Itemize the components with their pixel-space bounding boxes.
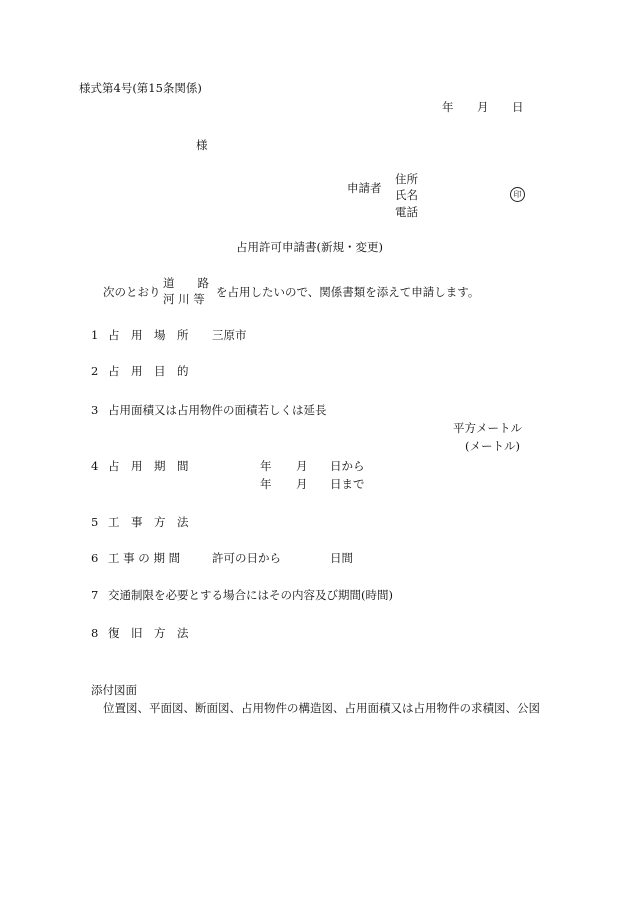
- item-7-label: 交通制限を必要とする場合にはその内容及び期間(時間): [108, 588, 393, 602]
- item-8-number: 8: [91, 626, 99, 640]
- addressee-suffix: 様: [196, 138, 208, 152]
- applicant-name-label: 氏名: [395, 188, 418, 202]
- date-month: 月: [477, 100, 489, 114]
- item-5-label: 工 事 方 法: [108, 515, 189, 529]
- document-title: 占用許可申請書(新規・変更): [236, 240, 383, 254]
- item-3-unit-m: (メートル): [465, 439, 520, 453]
- date-year: 年: [442, 100, 454, 114]
- item-3-unit-sqm: 平方メートル: [453, 421, 522, 435]
- period-to-day: 日まで: [330, 477, 365, 491]
- item-6-label: 工 事 の 期 間: [108, 551, 181, 565]
- intro-suffix: を占用したいので、関係書類を添えて申請します。: [216, 285, 480, 299]
- item-6-value: 許可の日から: [212, 551, 281, 565]
- item-1-number: 1: [91, 328, 99, 342]
- date-day: 日: [512, 100, 524, 114]
- period-from-day: 日から: [330, 459, 365, 473]
- period-to-year: 年: [260, 477, 272, 491]
- item-4-number: 4: [91, 459, 99, 473]
- applicant-label: 申請者: [347, 181, 382, 195]
- intro-river: 河 川 等: [163, 292, 205, 306]
- item-5-number: 5: [91, 515, 99, 529]
- attachments-heading: 添付図面: [91, 683, 137, 697]
- item-8-label: 復 旧 方 法: [108, 626, 189, 640]
- period-from-month: 月: [296, 459, 308, 473]
- item-7-number: 7: [91, 588, 99, 602]
- item-2-number: 2: [91, 364, 99, 378]
- item-4-label: 占 用 期 間: [108, 459, 189, 473]
- item-3-label: 占用面積又は占用物件の面積若しくは延長: [108, 403, 327, 417]
- item-6-number: 6: [91, 551, 99, 565]
- item-3-number: 3: [91, 403, 99, 417]
- period-to-month: 月: [296, 477, 308, 491]
- item-1-value: 三原市: [212, 328, 247, 342]
- period-from-year: 年: [260, 459, 272, 473]
- applicant-address-label: 住所: [395, 172, 418, 186]
- intro-prefix: 次のとおり: [103, 285, 161, 299]
- item-6-days: 日間: [330, 551, 353, 565]
- form-label: 様式第4号(第15条関係): [79, 81, 202, 95]
- item-1-label: 占 用 場 所: [108, 328, 189, 342]
- seal-icon: 印: [510, 187, 525, 202]
- item-2-label: 占 用 目 的: [108, 364, 189, 378]
- attachments-list: 位置図、平面図、断面図、占用物件の構造図、占用面積又は占用物件の求積図、公図: [103, 701, 540, 715]
- applicant-phone-label: 電話: [395, 205, 418, 219]
- intro-road: 道 路: [163, 276, 209, 290]
